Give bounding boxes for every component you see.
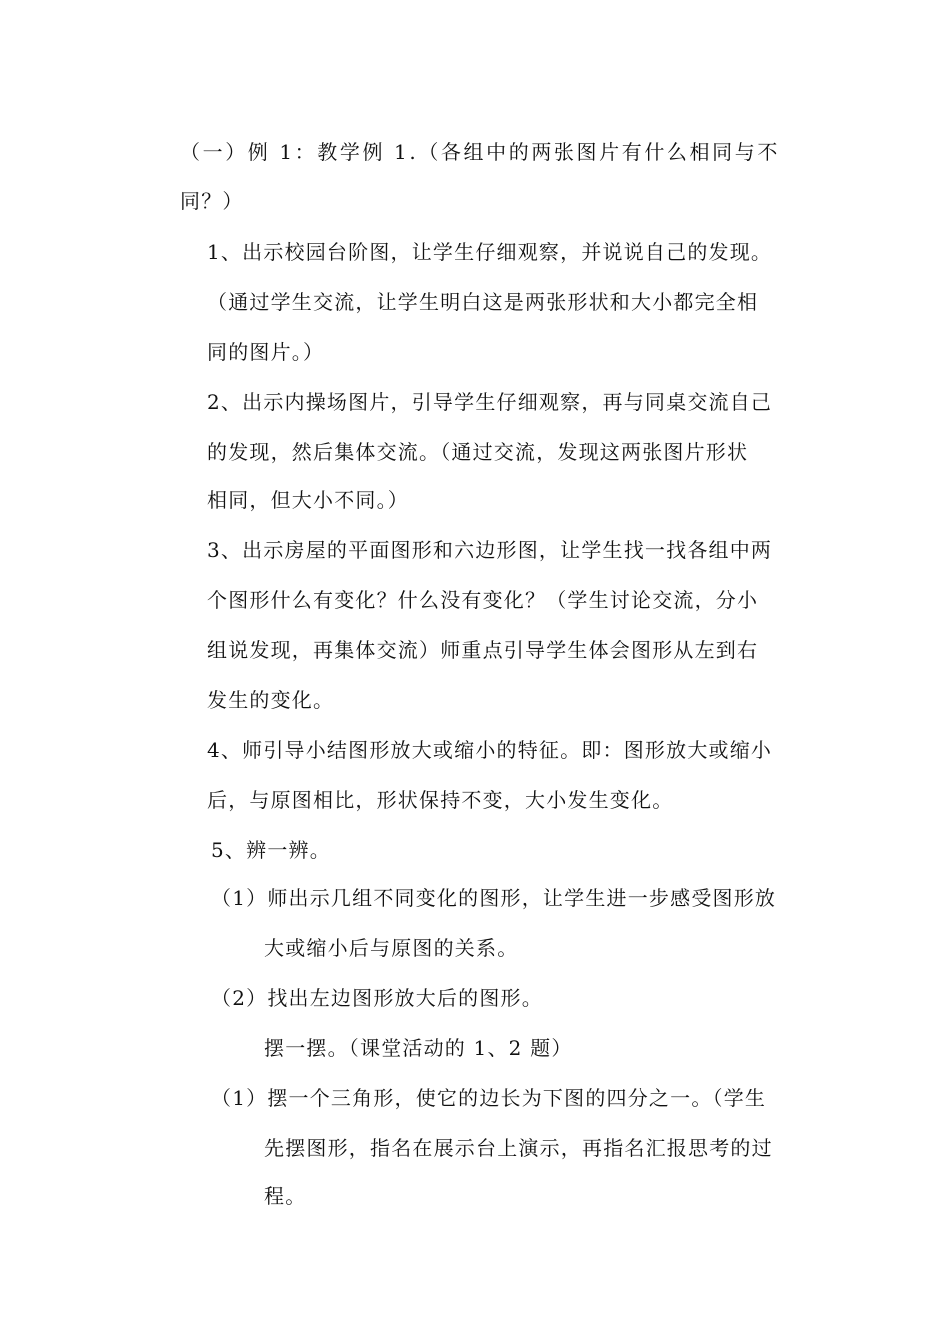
step-4-line-2: 后，与原图相比，形状保持不变，大小发生变化。 — [207, 788, 674, 812]
activity-item-1-line-1: （1）摆一个三角形，使它的边长为下图的四分之一。（学生 — [211, 1086, 767, 1110]
activity-heading: 摆一摆。（课堂活动的 1、2 题） — [264, 1036, 573, 1060]
step-3-line-1: 3、出示房屋的平面图形和六边形图，让学生找一找各组中两 — [207, 538, 773, 562]
activity-item-1-line-3: 程。 — [264, 1184, 307, 1208]
step-2-line-1: 2、出示内操场图片，引导学生仔细观察，再与同桌交流自己 — [207, 390, 773, 414]
step-3-line-4: 发生的变化。 — [207, 688, 335, 712]
step-1-line-1: 1、出示校园台阶图，让学生仔细观察，并说说自己的发现。 — [207, 240, 773, 264]
step-3-line-2: 个图形什么有变化？什么没有变化？（学生讨论交流，分小 — [207, 588, 759, 612]
step-5-item-1-line-1: （1）师出示几组不同变化的图形，让学生进一步感受图形放 — [211, 886, 777, 910]
step-3-line-3: 组说发现，再集体交流）师重点引导学生体会图形从左到右 — [207, 638, 759, 662]
section-heading-line-2: 同？） — [180, 189, 244, 213]
step-1-line-3: 同的图片。） — [207, 340, 325, 364]
step-5-heading: 5、辨一辨。 — [211, 838, 331, 862]
step-4-line-1: 4、师引导小结图形放大或缩小的特征。即：图形放大或缩小 — [207, 738, 773, 762]
section-heading-line-1: （一）例 1：教学例 1.（各组中的两张图片有什么相同与不 — [180, 140, 780, 164]
step-5-item-2: （2）找出左边图形放大后的图形。 — [211, 986, 543, 1010]
step-5-item-1-line-2: 大或缩小后与原图的关系。 — [264, 936, 519, 960]
step-1-line-2: （通过学生交流，让学生明白这是两张形状和大小都完全相 — [207, 290, 759, 314]
step-2-line-3: 相同，但大小不同。） — [207, 488, 409, 512]
activity-item-1-line-2: 先摆图形，指名在展示台上演示，再指名汇报思考的过 — [264, 1136, 773, 1160]
step-2-line-2: 的发现，然后集体交流。（通过交流，发现这两张图片形状 — [207, 440, 749, 464]
